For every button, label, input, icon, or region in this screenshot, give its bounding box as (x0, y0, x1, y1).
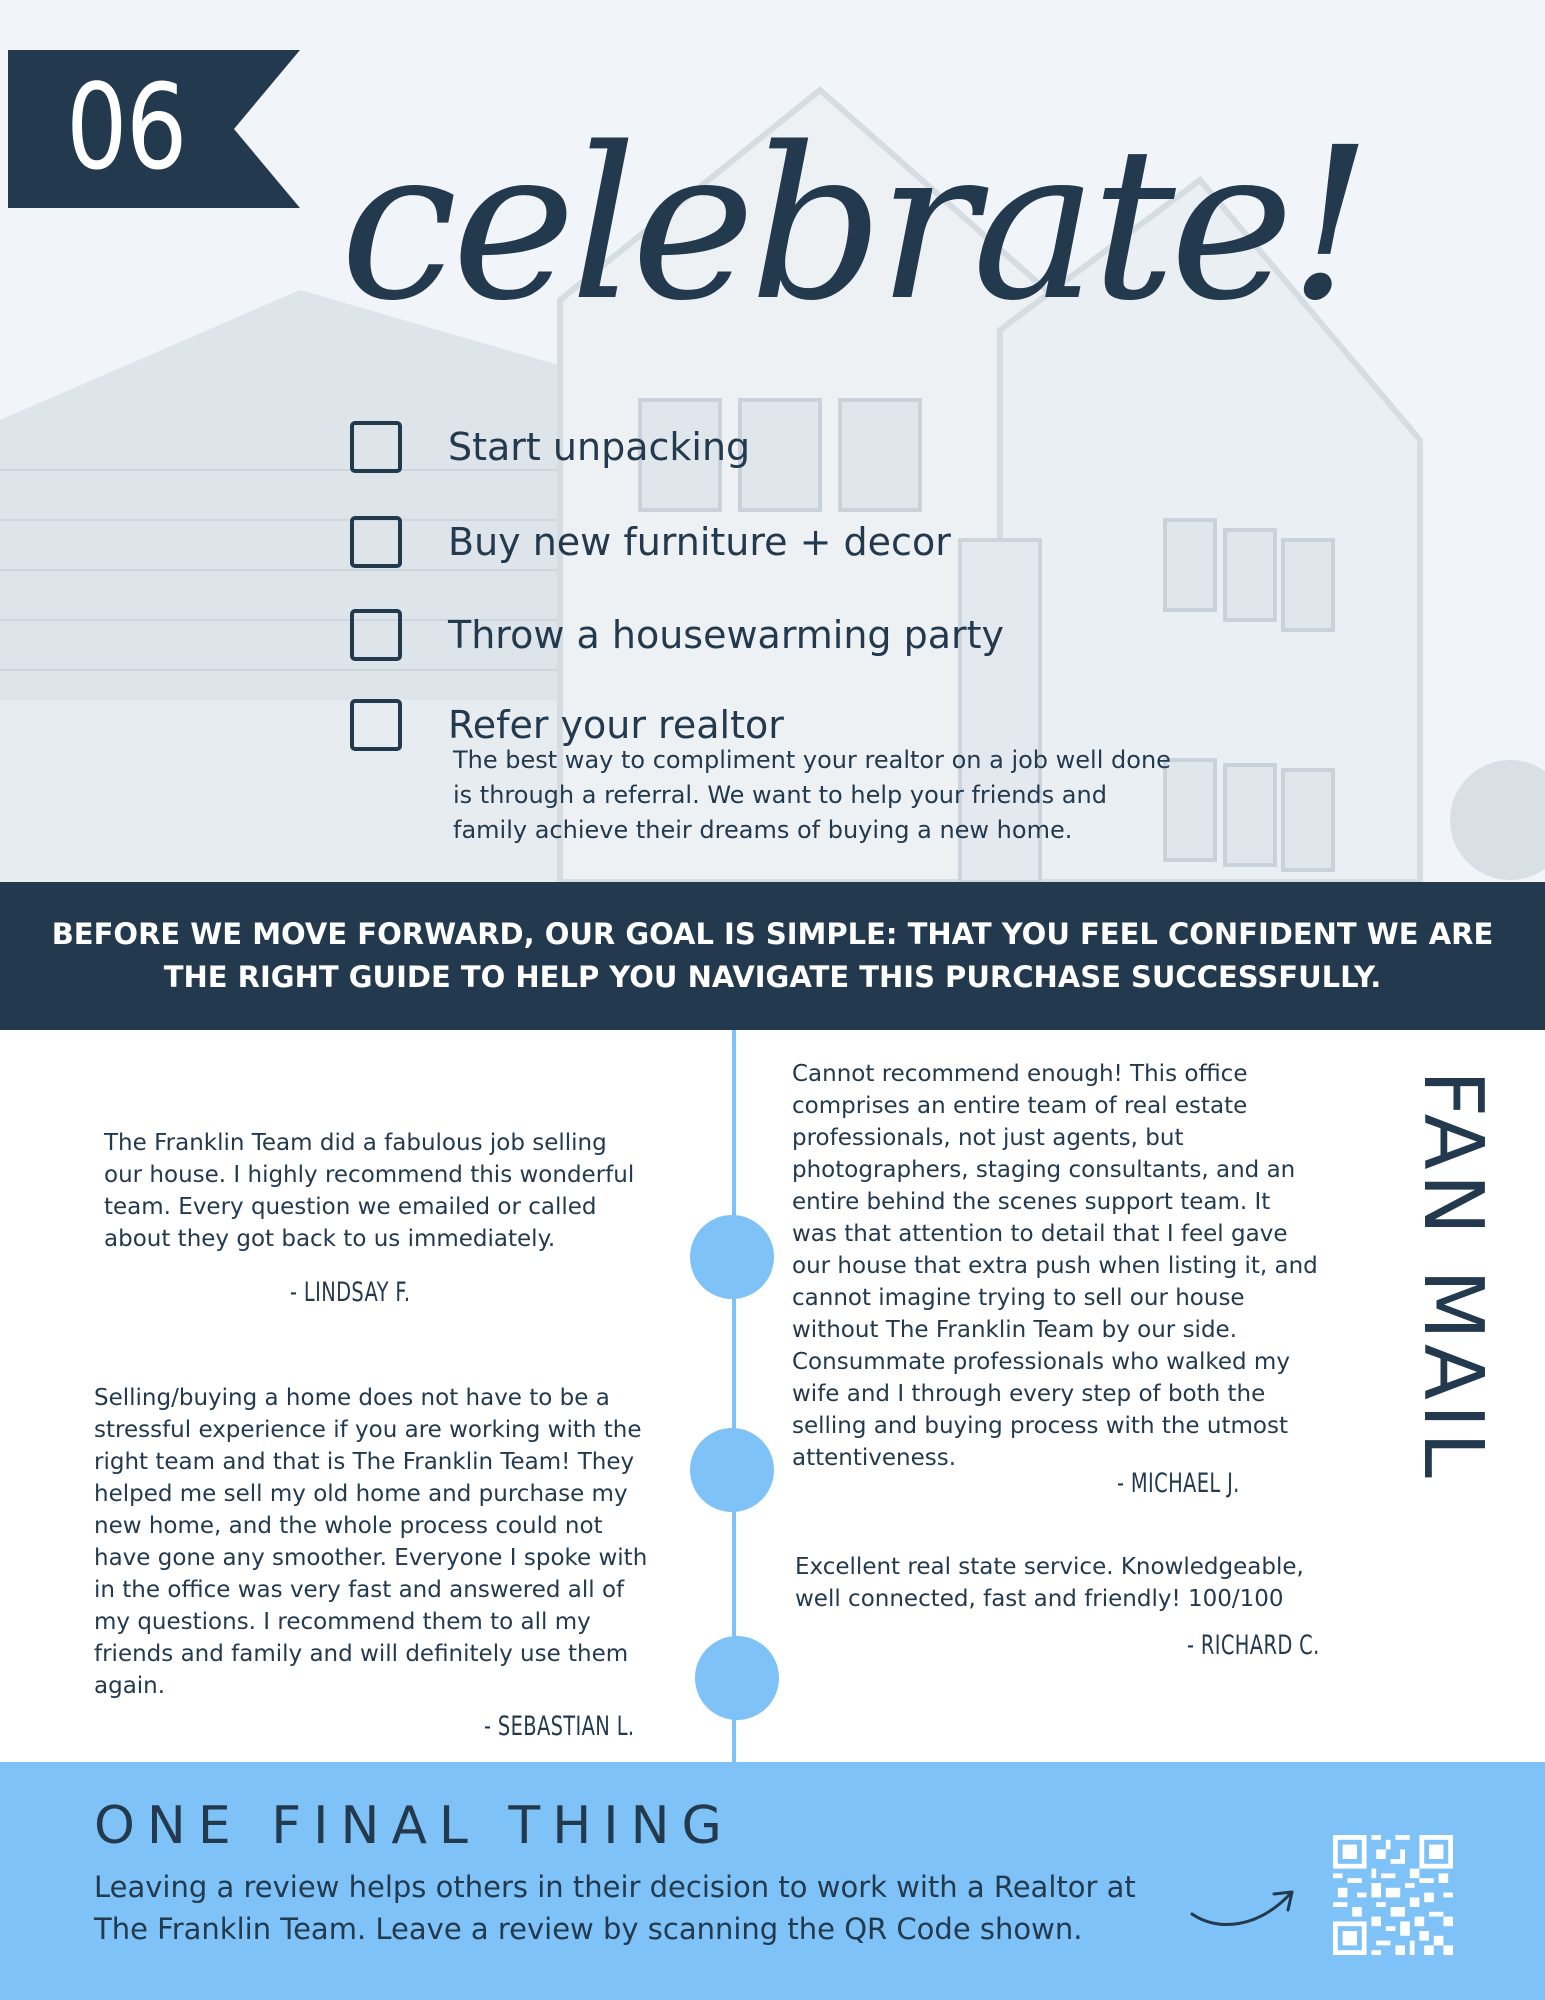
checkbox[interactable] (350, 421, 402, 473)
checkbox[interactable] (350, 516, 402, 568)
step-ribbon (8, 50, 300, 208)
fan-mail-title (1402, 1070, 1502, 1610)
footer-text: Leaving a review helps others in their decision to work with a Realtor at The Franklin Team. Leave a review by scanning the QR Code shown. (94, 1870, 1136, 1946)
arrow-icon (1188, 1884, 1298, 1934)
refer-description: The best way to compliment your realtor on a job well done is through a referral. We want to help your friends and family achieve their dreams of buying a new home. (453, 746, 1171, 844)
testimonial-author: - SEBASTIAN L. (484, 1711, 635, 1742)
qr-code-icon[interactable] (1333, 1835, 1453, 1955)
checklist-item[interactable] (350, 603, 1250, 673)
checkbox[interactable] (350, 699, 402, 751)
testimonial-quote: Excellent real state service. Knowledgeable, well connected, fast and friendly! 100/100 (795, 1554, 1304, 1612)
checklist-item[interactable] (350, 510, 1250, 580)
testimonial-quote: Cannot recommend enough! This office comprises an entire team of real estate professionals, not just agents, but photographers, staging consultants, and an entire behind the scenes support team. It was that attention to detail that I feel gave our house that extra push when listing it, and cannot imagine trying to sell our house without The Franklin Team by our side. Consummate professionals who walked my wife and I through every step of both the selling and buying process with the utmost attentiveness. (792, 1061, 1318, 1471)
goal-banner (0, 882, 1545, 1030)
footer-title: ONE FINAL THING (94, 1796, 734, 1856)
timeline-dot (695, 1636, 779, 1720)
timeline-dot (690, 1428, 774, 1512)
checklist-label: Start unpacking (448, 425, 751, 469)
checklist-label: Refer your realtor (448, 703, 784, 747)
step-number: 06 (66, 58, 186, 196)
footer-section (0, 1762, 1545, 2000)
testimonial-author: - MICHAEL J. (1117, 1468, 1240, 1499)
testimonial-quote: The Franklin Team did a fabulous job selling our house. I highly recommend this wonderful team. Every question we emailed or called about they got back to us immediately. (104, 1130, 635, 1252)
checkbox[interactable] (350, 609, 402, 661)
checklist-label: Throw a housewarming party (448, 613, 1005, 657)
hero-section (0, 0, 1545, 882)
banner-text: BEFORE WE MOVE FORWARD, OUR GOAL IS SIMPLE: THAT YOU FEEL CONFIDENT WE ARE THE RIGHT GUIDE TO HELP YOU NAVIGATE THIS PURCHASE SUCCESSFULLY. (51, 917, 1494, 994)
fan-mail-text: FAN MAIL (1405, 1070, 1500, 1482)
timeline-dot (690, 1215, 774, 1299)
section-heading: celebrate! (340, 102, 1367, 347)
testimonial-author: - LINDSAY F. (290, 1277, 411, 1308)
testimonial-author: - RICHARD C. (1187, 1630, 1320, 1661)
checklist-item[interactable] (350, 415, 1250, 485)
testimonial-quote: Selling/buying a home does not have to be a stressful experience if you are working with the right team and that is The Franklin Team! They helped me sell my old home and purchase my new home, and the whole process could not have gone any smoother. Everyone I spoke with in the office was very fast and answered all of my questions. I recommend them to all my friends and family and will definitely use them again. (94, 1385, 648, 1699)
checklist-label: Buy new furniture + decor (448, 520, 951, 564)
